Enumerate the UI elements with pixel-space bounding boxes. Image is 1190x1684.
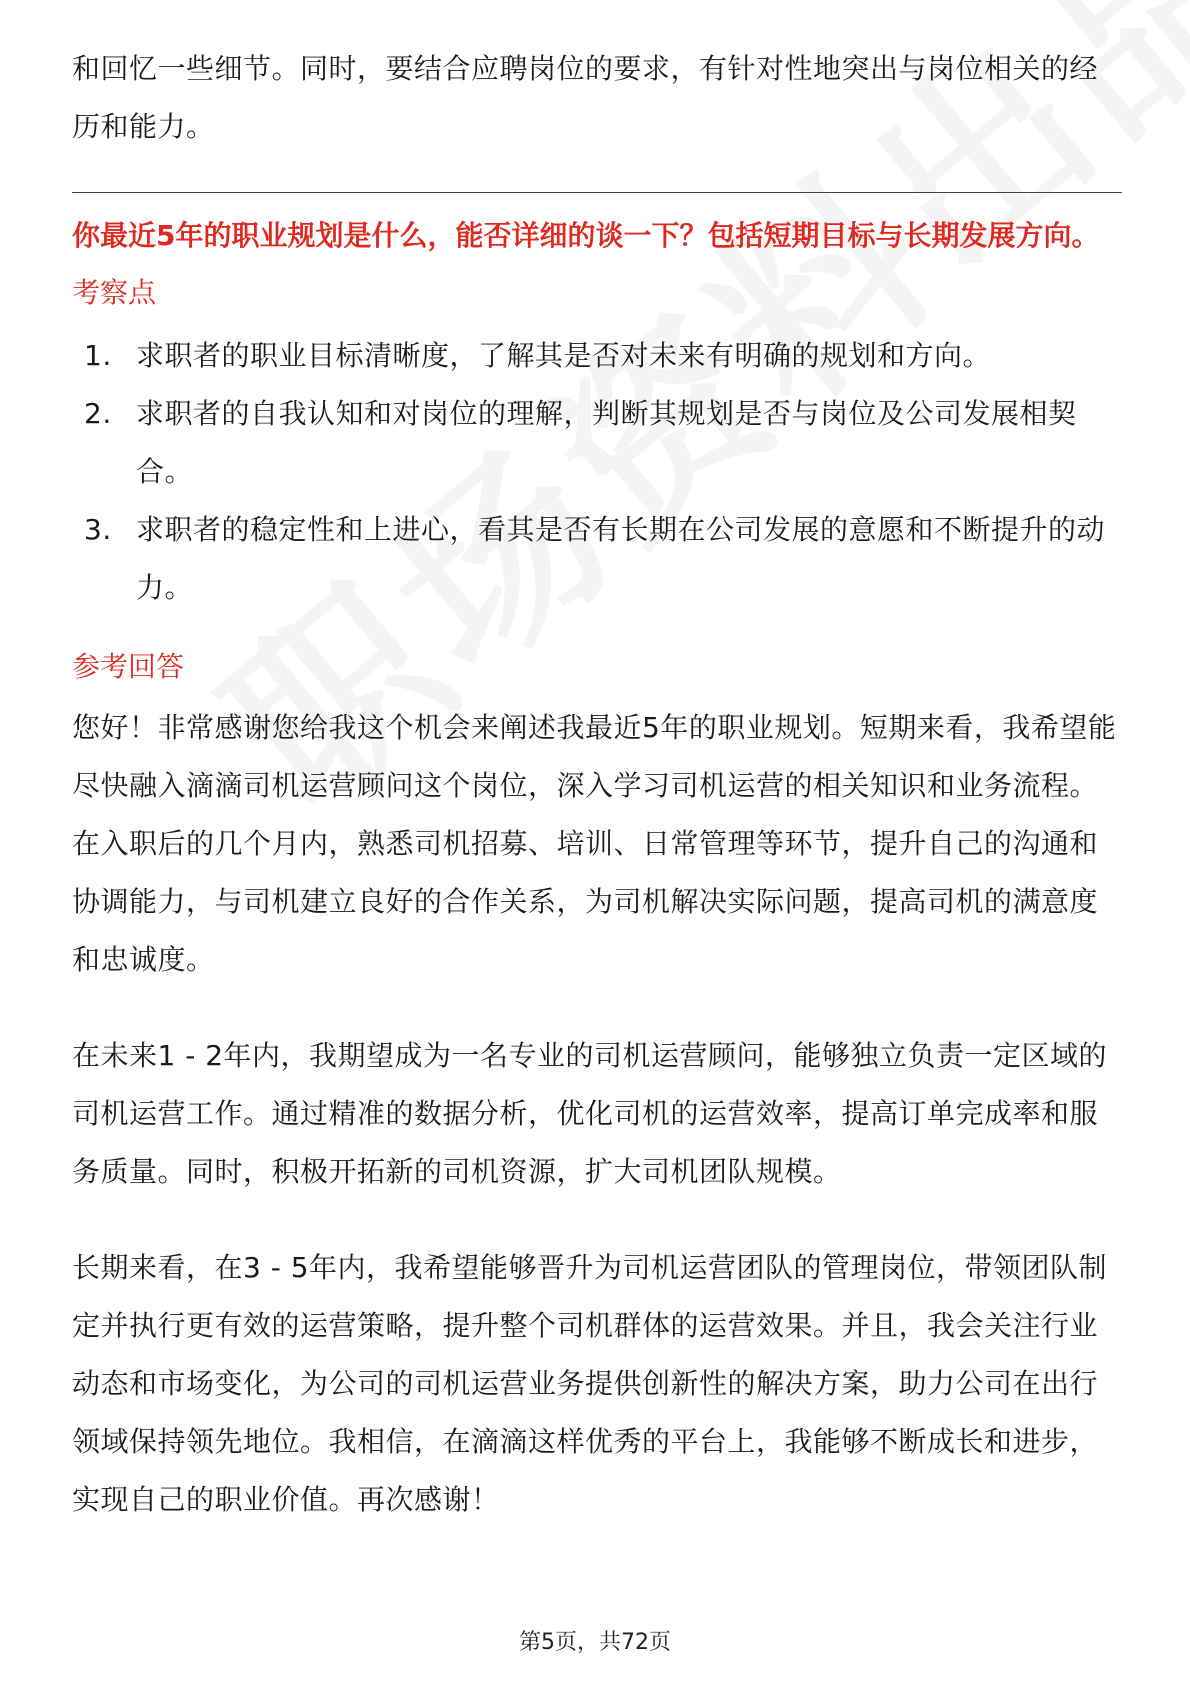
section-divider	[72, 192, 1122, 193]
focus-label: 考察点	[72, 276, 157, 309]
list-item	[72, 327, 1122, 385]
list-number: 3.	[84, 513, 112, 546]
list-text: 求职者的职业目标清晰度，了解其是否对未来有明确的规划和方向。	[136, 339, 992, 372]
list-number: 2.	[84, 397, 112, 430]
document-page	[72, 40, 1122, 1529]
list-item	[72, 501, 1122, 617]
intro-paragraph: 和回忆一些细节。同时，要结合应聘岗位的要求，有针对性地突出与岗位相关的经历和能力。	[72, 52, 1099, 143]
answer-paragraph: 长期来看，在3 - 5年内，我希望能够晋升为司机运营团队的管理岗位，带领团队制定并执行更有效的运营策略，提升整个司机群体的运营效果。并且，我会关注行业动态和市场变化，为公司的司机运营业务提供创新性的解决方案，助力公司在出行领域保持领先地位。我相信，在滴滴这样优秀的平台上，我能够不断成长和进步，实现自己的职业价值。再次感谢！	[72, 1251, 1108, 1516]
list-item	[72, 385, 1122, 501]
answer-label: 参考回答	[72, 650, 185, 683]
list-text: 求职者的稳定性和上进心，看其是否有长期在公司发展的意愿和不断提升的动力。	[136, 513, 1106, 604]
answer-paragraph: 在未来1 - 2年内，我期望成为一名专业的司机运营顾问，能够独立负责一定区域的司机运营工作。通过精准的数据分析，优化司机的运营效率，提高订单完成率和服务质量。同时，积极开拓新的司机资源，扩大司机团队规模。	[72, 1039, 1108, 1188]
list-number: 1.	[84, 339, 112, 372]
answer-paragraph: 您好！非常感谢您给我这个机会来阐述我最近5年的职业规划。短期来看，我希望能尽快融入滴滴司机运营顾问这个岗位，深入学习司机运营的相关知识和业务流程。在入职后的几个月内，熟悉司机招募、培训、日常管理等环节，提升自己的沟通和协调能力，与司机建立良好的合作关系，为司机解决实际问题，提高司机的满意度和忠诚度。	[72, 711, 1117, 976]
page-footer: 第5页，共72页	[519, 1630, 671, 1655]
interview-question: 你最近5年的职业规划是什么，能否详细的谈一下？包括短期目标与长期发展方向。	[72, 219, 1100, 252]
list-text: 求职者的自我认知和对岗位的理解，判断其规划是否与岗位及公司发展相契合。	[136, 397, 1077, 488]
focus-points-list	[72, 327, 1122, 617]
